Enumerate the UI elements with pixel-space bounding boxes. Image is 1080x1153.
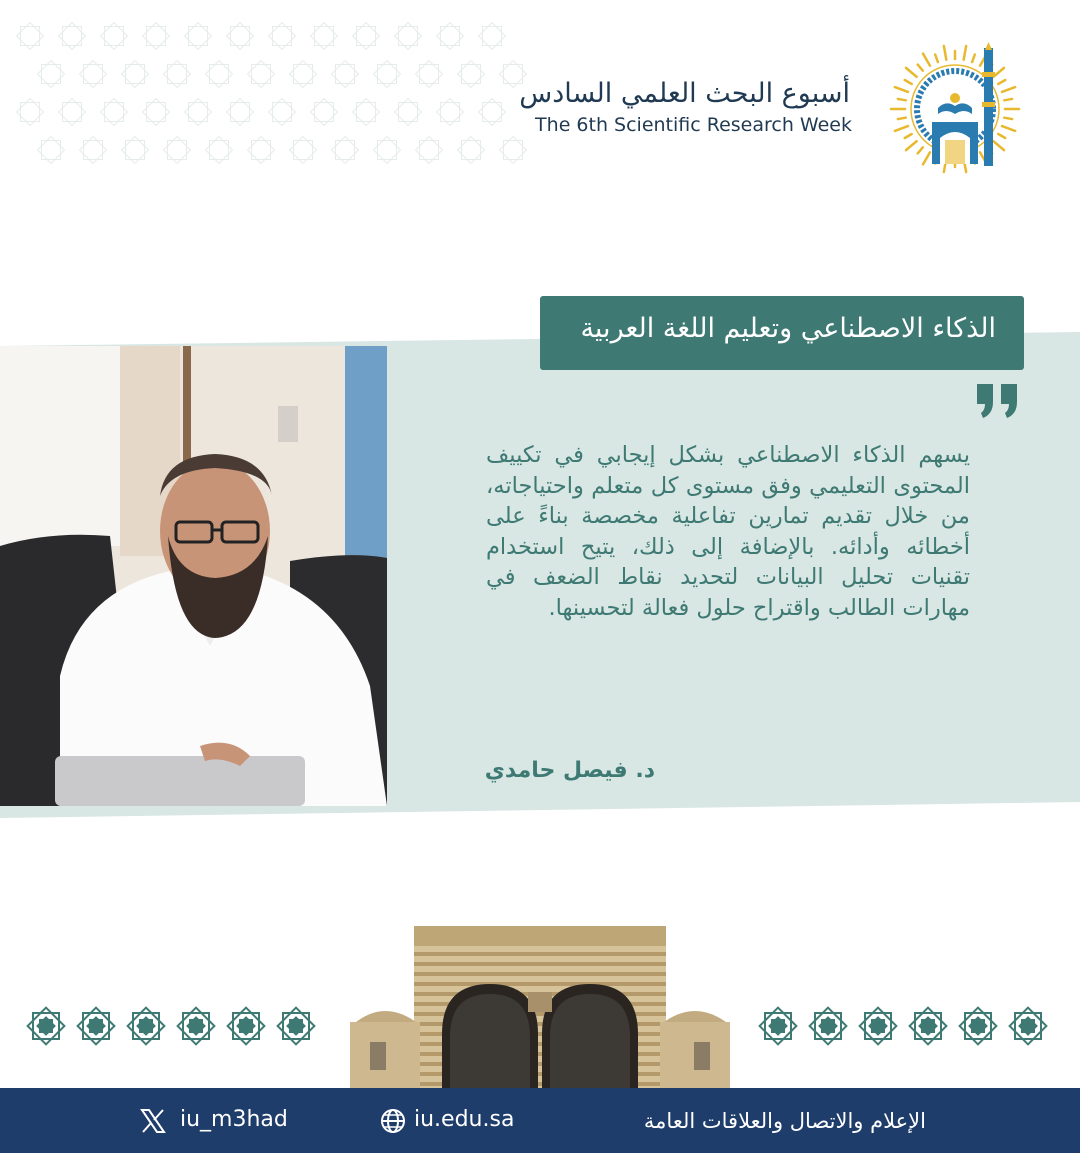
logo-ray xyxy=(906,141,917,150)
star-ornament-icon xyxy=(176,1006,216,1046)
pattern-cell xyxy=(35,134,65,164)
logo-ray xyxy=(905,134,912,138)
star-ornament-icon xyxy=(858,1006,898,1046)
quote-title-box xyxy=(540,296,1024,370)
logo-ray xyxy=(923,54,930,66)
gate-stripe xyxy=(414,962,666,966)
logo-ray xyxy=(905,80,912,84)
pattern-cell xyxy=(287,134,317,164)
logo-ray xyxy=(972,54,975,62)
pattern-cell xyxy=(413,134,443,164)
event-title-arabic: أسبوع البحث العلمي السادس xyxy=(519,78,850,109)
quote-title: الذكاء الاصطناعي وتعليم اللغة العربية xyxy=(580,313,996,344)
pattern-cell xyxy=(245,58,275,88)
logo-ray xyxy=(895,87,908,92)
pattern-cell xyxy=(161,58,191,88)
pattern-cell xyxy=(14,96,44,126)
pattern-cell xyxy=(287,58,317,88)
university-logo-icon xyxy=(888,42,1022,176)
star-ornament-icon xyxy=(758,1006,798,1046)
pattern-cell xyxy=(476,20,506,50)
pattern-cell xyxy=(350,20,380,50)
logo-ray xyxy=(944,46,946,60)
logo-ray xyxy=(1002,126,1015,131)
logo-ray xyxy=(918,147,923,153)
logo-ray xyxy=(993,141,1004,150)
quote-author: د. فيصل حامدي xyxy=(484,758,655,783)
pattern-cell xyxy=(350,96,380,126)
globe-icon xyxy=(380,1108,406,1134)
logo-ray xyxy=(1004,118,1012,119)
star-ornament-icon xyxy=(226,1006,266,1046)
pattern-cell xyxy=(203,134,233,164)
pattern-cell xyxy=(119,134,149,164)
pattern-cell xyxy=(140,20,170,50)
event-title-english: The 6th Scientific Research Week xyxy=(535,114,852,136)
pattern-cell xyxy=(308,20,338,50)
logo-ray xyxy=(1004,99,1012,100)
star-ornament-icon xyxy=(276,1006,316,1046)
logo-ray xyxy=(898,118,906,119)
pattern-cell xyxy=(224,96,254,126)
pattern-cell xyxy=(35,58,65,88)
pattern-cell xyxy=(98,96,128,126)
pattern-cell xyxy=(455,58,485,88)
pattern-cell xyxy=(392,96,422,126)
header-pattern xyxy=(0,0,540,175)
star-ornament-icon xyxy=(908,1006,948,1046)
star-ornament-icon xyxy=(76,1006,116,1046)
star-ornament-icon xyxy=(126,1006,166,1046)
logo-ray xyxy=(906,68,917,77)
logo-ray xyxy=(998,80,1005,84)
pattern-cell xyxy=(266,20,296,50)
pattern-cell xyxy=(161,134,191,164)
pattern-cell xyxy=(329,58,359,88)
pattern-cell xyxy=(371,58,401,88)
logo-ray xyxy=(923,152,930,164)
star-ornament-icon xyxy=(808,1006,848,1046)
pattern-cell xyxy=(392,20,422,50)
pattern-cell xyxy=(77,134,107,164)
logo-ray xyxy=(898,99,906,100)
x-handle-link[interactable]: iu_m3had xyxy=(180,1107,288,1132)
pattern-cell xyxy=(434,96,464,126)
logo-ray xyxy=(998,134,1005,138)
pattern-cell xyxy=(413,58,443,88)
logo-ray xyxy=(895,126,908,131)
website-link[interactable]: iu.edu.sa xyxy=(414,1107,515,1132)
gate-stripe xyxy=(414,982,666,986)
gate-stripe xyxy=(414,952,666,956)
footer-bar xyxy=(0,1088,1080,1153)
pattern-cell xyxy=(329,134,359,164)
logo-ray xyxy=(935,54,938,62)
pattern-cell xyxy=(140,96,170,126)
footer-department: الإعلام والاتصال والعلاقات العامة xyxy=(643,1109,926,1133)
quote-mark-icon xyxy=(975,380,1021,420)
pattern-cell xyxy=(455,134,485,164)
pattern-cell xyxy=(434,20,464,50)
pattern-cell xyxy=(224,20,254,50)
speaker-photo xyxy=(0,346,387,806)
pattern-cell xyxy=(308,96,338,126)
pattern-cell xyxy=(14,20,44,50)
star-ornament-icon xyxy=(1008,1006,1048,1046)
pattern-cell xyxy=(77,58,107,88)
x-logo-icon xyxy=(140,1108,166,1134)
pattern-cell xyxy=(497,134,527,164)
pattern-cell xyxy=(56,20,86,50)
star-ornament-icon xyxy=(958,1006,998,1046)
gate-illustration xyxy=(350,922,730,1090)
quote-text: يسهم الذكاء الاصطناعي بشكل إيجابي في تكييف المحتوى التعليمي وفق مستوى كل متعلم واحتياجاته، من خلال تقديم تمارين تفاعلية مخصصة بناءً على أخطائه وأدائه. بالإضافة إلى ذلك، يتيح استخدام تقنيات تحليل البيانات لتحديد نقاط الضعف في مهارات الطالب واقتراح حلول فعالة لتحسينها. xyxy=(486,442,970,621)
pattern-cell xyxy=(182,20,212,50)
pattern-cell xyxy=(476,96,506,126)
pattern-cell xyxy=(371,134,401,164)
logo-ray xyxy=(1002,87,1015,92)
logo-ray xyxy=(918,65,923,71)
pattern-cell xyxy=(203,58,233,88)
gate-stripe xyxy=(414,972,666,976)
pattern-cell xyxy=(119,58,149,88)
pattern-cell xyxy=(266,96,296,126)
star-ornament-icon xyxy=(26,1006,66,1046)
pattern-cell xyxy=(56,96,86,126)
logo-ray xyxy=(964,46,966,60)
pattern-cell xyxy=(98,20,128,50)
pattern-cell xyxy=(182,96,212,126)
pattern-cell xyxy=(245,134,275,164)
